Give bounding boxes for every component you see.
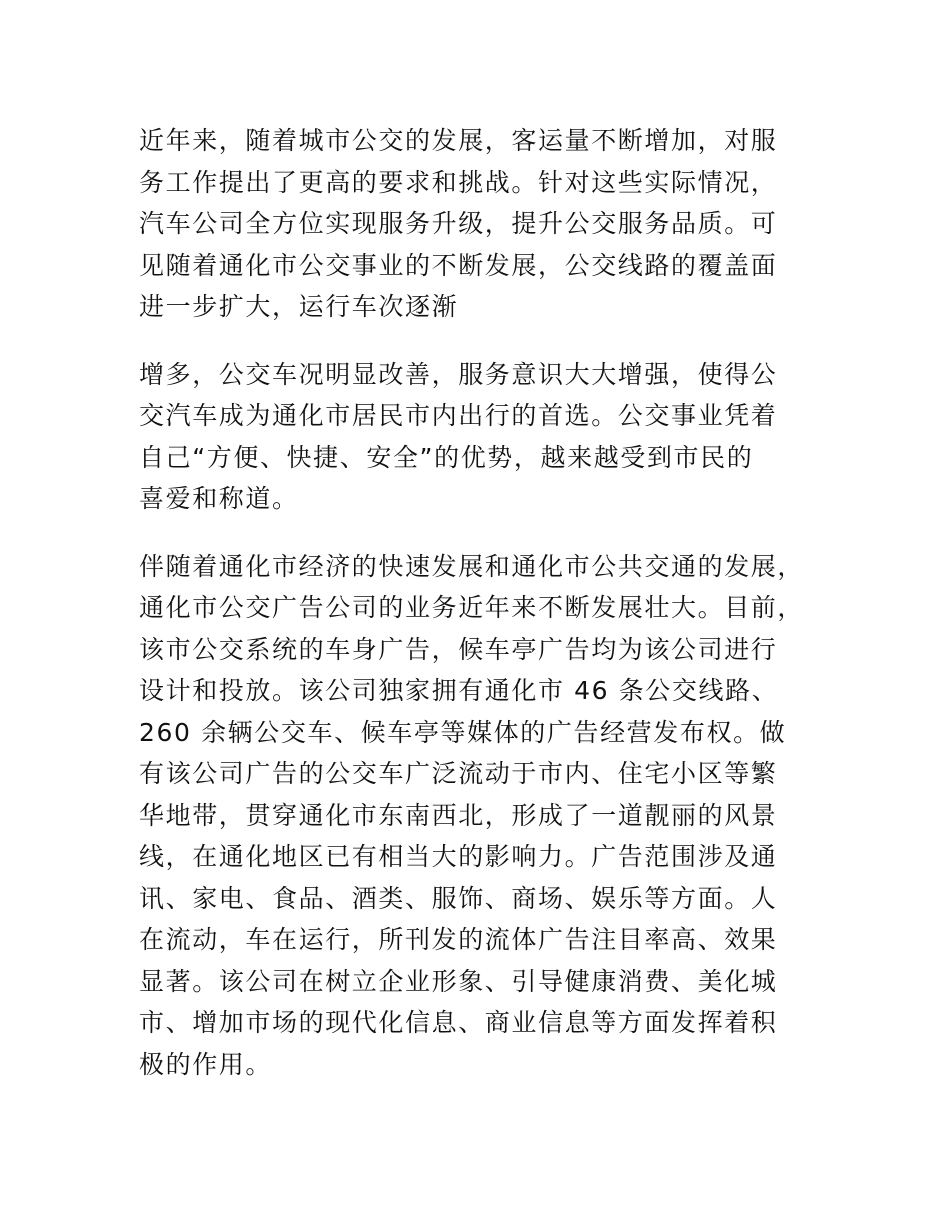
- document-body: [139, 120, 839, 1111]
- paragraph-2: 增多，公交车况明显改善，服务意识大大增强，使得公 交汽车成为通化市居民市内出行的首选。公交事业凭着 自己“方便、快捷、安全”的优势，越来越受到市民的 喜爱和称道。: [139, 359, 778, 513]
- paragraph-1: 近年来，随着城市公交的发展，客运量不断增加，对服 务工作提出了更高的要求和挑战。针对这些实际情况， 汽车公司全方位实现服务升级，提升公交服务品质。可 见随着通化市公交事业的不断发展，公交线路的覆盖面 进一步扩大，运行车次逐渐: [139, 126, 778, 321]
- paragraph-3: 伴随着通化市经济的快速发展和通化市公共交通的发展， 通化市公交广告公司的业务近年来不断发展壮大。目前， 该市公交系统的车身广告，候车亭广告均为该公司进行 设计和投放。该公司独家拥有通化市 46 条公交线路、 260 余辆公交车、候车亭等媒体的广告经营发布权。做 有该公司广告的公交车广泛流动于市内、住宅小区等繁 华地带，贯穿通化市东南西北，形成了一道靓丽的风景 线，在通化地区已有相当大的影响力。广告范围涉及通 讯、家电、食品、酒类、服饰、商场、娱乐等方面。人 在流动，车在运行，所刊发的流体广告注目率高、效果 显著。该公司在树立企业形象、引导健康消费、美化城 市、增加市场的现代化信息、商业信息等方面发挥着积 极的作用。: [139, 551, 805, 1079]
